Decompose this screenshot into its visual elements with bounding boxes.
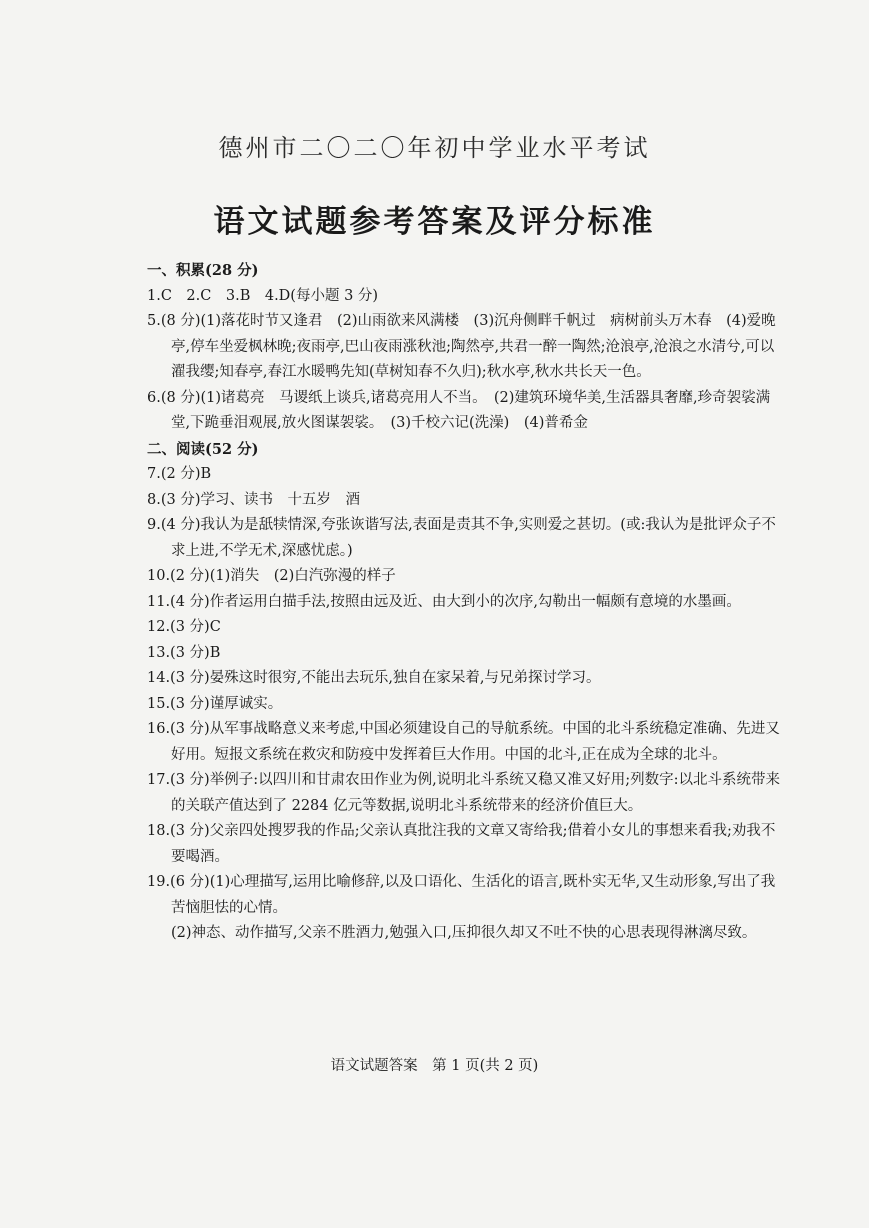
answer-q18: 18.(3 分)父亲四处搜罗我的作品;父亲认真批注我的文章又寄给我;借着小女儿的事想来看我;劝我不要喝酒。	[147, 823, 776, 865]
answer-q9: 9.(4 分)我认为是舐犊情深,夸张诙谐写法,表面是责其不争,实则爱之甚切。(或:我认为是批评众子不求上进,不学无术,深感忧虑。)	[147, 517, 776, 559]
answer-q11: 11.(4 分)作者运用白描手法,按照由远及近、由大到小的次序,勾勒出一幅颇有意境的水墨画。	[147, 593, 741, 610]
exam-title: 德州市二〇二〇年初中学业水平考试	[218, 134, 651, 162]
answer-q8: 8.(3 分)学习、读书 十五岁 酒	[147, 491, 360, 508]
section-heading-accumulation: 一、积累(28 分)	[147, 262, 259, 279]
answer-q7: 7.(2 分)B	[147, 466, 212, 482]
answer-q5: 5.(8 分)(1)落花时节又逢君 (2)山雨欲来风满楼 (3)沉舟侧畔千帆过 病树前头万木春 (4)爱晚亭,停车坐爱枫林晚;夜雨亭,巴山夜雨涨秋池;陶然亭,共君一醉一陶然;沧浪亭,沧浪之水清兮,可以濯我缨;知春亭,春江水暖鸭先知(草树知春不久归);秋水亭,秋水共长天一色。	[147, 313, 776, 380]
page-footer: 语文试题答案 第 1 页(共 2 页)	[330, 1058, 539, 1074]
answer-q19-part1: 19.(6 分)(1)心理描写,运用比喻修辞,以及口语化、生活化的语言,既朴实无华,又生动形象,写出了我苦恼胆怯的心情。	[147, 874, 776, 916]
answer-q6: 6.(8 分)(1)诸葛亮 马谡纸上谈兵,诸葛亮用人不当。 (2)建筑环境华美,生活器具奢靡,珍奇袈裟满堂,下跪垂泪观展,放火图谋袈裟。 (3)千校六记(洗澡) (4)普希金	[147, 389, 771, 431]
answer-q14: 14.(3 分)晏殊这时很穷,不能出去玩乐,独自在家呆着,与兄弟探讨学习。	[147, 670, 601, 686]
section-heading-reading: 二、阅读(52 分)	[147, 440, 259, 458]
answer-q13: 13.(3 分)B	[147, 644, 221, 661]
answer-q12: 12.(3 分)C	[147, 619, 221, 635]
answer-q17: 17.(3 分)举例子:以四川和甘肃农田作业为例,说明北斗系统又稳又准又好用;列数字:以北斗系统带来的关联产值达到了 2284 亿元等数据,说明北斗系统带来的经济价值巨大。	[147, 772, 780, 814]
answer-q15: 15.(3 分)谨厚诚实。	[147, 695, 283, 712]
answer-q16: 16.(3 分)从军事战略意义来考虑,中国必须建设自己的导航系统。中国的北斗系统稳定准确、先进又好用。短报文系统在救灾和防疫中发挥着巨大作用。中国的北斗,正在成为全球的北斗。	[147, 721, 780, 763]
answer-q10: 10.(2 分)(1)消失 (2)白汽弥漫的样子	[147, 568, 396, 584]
answer-q19-part2: (2)神态、动作描写,父亲不胜酒力,勉强入口,压抑很久却又不吐不快的心思表现得淋漓尽致。	[171, 925, 757, 941]
answer-q1-4: 1.C 2.C 3.B 4.D(每小题 3 分)	[147, 287, 379, 304]
document-title: 语文试题参考答案及评分标准	[213, 204, 656, 240]
answer-list	[147, 258, 787, 947]
